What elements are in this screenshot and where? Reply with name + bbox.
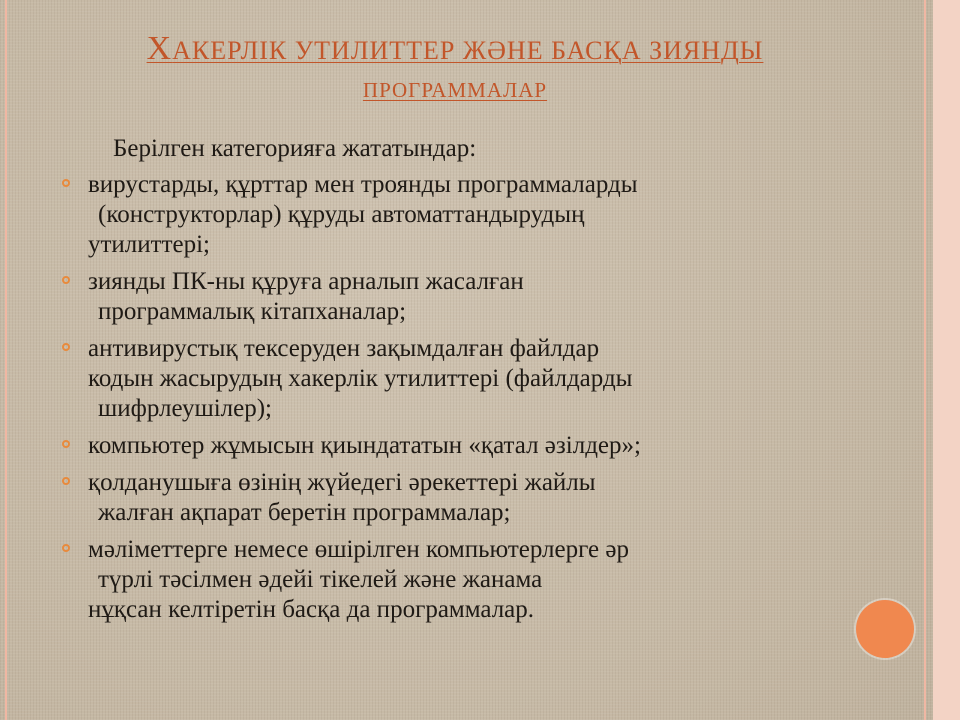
- slide-body: [60, 134, 850, 632]
- bullet-circle-icon: [62, 343, 70, 351]
- slide-title: [60, 30, 850, 109]
- title-line1: АКЕРЛІК УТИЛИТТЕР ЖӘНЕ БАСҚА ЗИЯНДЫ: [172, 36, 764, 65]
- list-item: [60, 267, 850, 327]
- bullet-circle-icon: [62, 544, 70, 552]
- item-line: (конструкторлар) құруды автоматтандырудың: [98, 201, 585, 228]
- right-decorative-band: [933, 0, 960, 720]
- item-line: жалған ақпарат беретін программалар;: [98, 499, 511, 526]
- title-initial: Х: [146, 30, 173, 67]
- list-item: [60, 468, 850, 528]
- list-item: [60, 535, 850, 625]
- list-item: [60, 170, 850, 260]
- item-line: нұқсан келтіретін басқа да программалар.: [88, 596, 535, 623]
- bullet-circle-icon: [62, 477, 70, 485]
- item-line: шифрлеушілер);: [98, 395, 272, 422]
- item-line: мәліметтерге немесе өшірілген компьютерлерге әр: [88, 536, 629, 563]
- frame-line-inner-right: [924, 0, 926, 720]
- item-line: кодын жасырудың хакерлік утилиттері (файлдарды: [88, 365, 633, 392]
- item-line: түрлі тәсілмен әдейі тікелей және жанама: [98, 566, 543, 593]
- intro-text: Берілген категорияға жататындар:: [113, 135, 477, 162]
- item-line: зиянды ПК-ны құруға арналып жасалған: [88, 268, 524, 295]
- bullet-circle-icon: [62, 276, 70, 284]
- item-line: утилиттері;: [88, 231, 210, 258]
- bullet-circle-icon: [62, 440, 70, 448]
- frame-line-left: [5, 0, 7, 720]
- item-line: қолданушыға өзінің жүйедегі әрекеттері жайлы: [88, 469, 596, 496]
- item-line: компьютер жұмысын қиындататын «қатал әзілдер»;: [88, 432, 641, 459]
- item-line: программалық кітапханалар;: [98, 298, 407, 325]
- bullet-circle-icon: [62, 179, 70, 187]
- decorative-circle-icon: [856, 600, 914, 658]
- item-line: вирустарды, құрттар мен троянды программаларды: [88, 171, 638, 198]
- list-item: [60, 334, 850, 424]
- title-line2: ПРОГРАММАЛАР: [362, 78, 548, 102]
- list-item: [60, 431, 850, 461]
- item-line: антивирустық тексеруден зақымдалған файлдар: [88, 335, 600, 362]
